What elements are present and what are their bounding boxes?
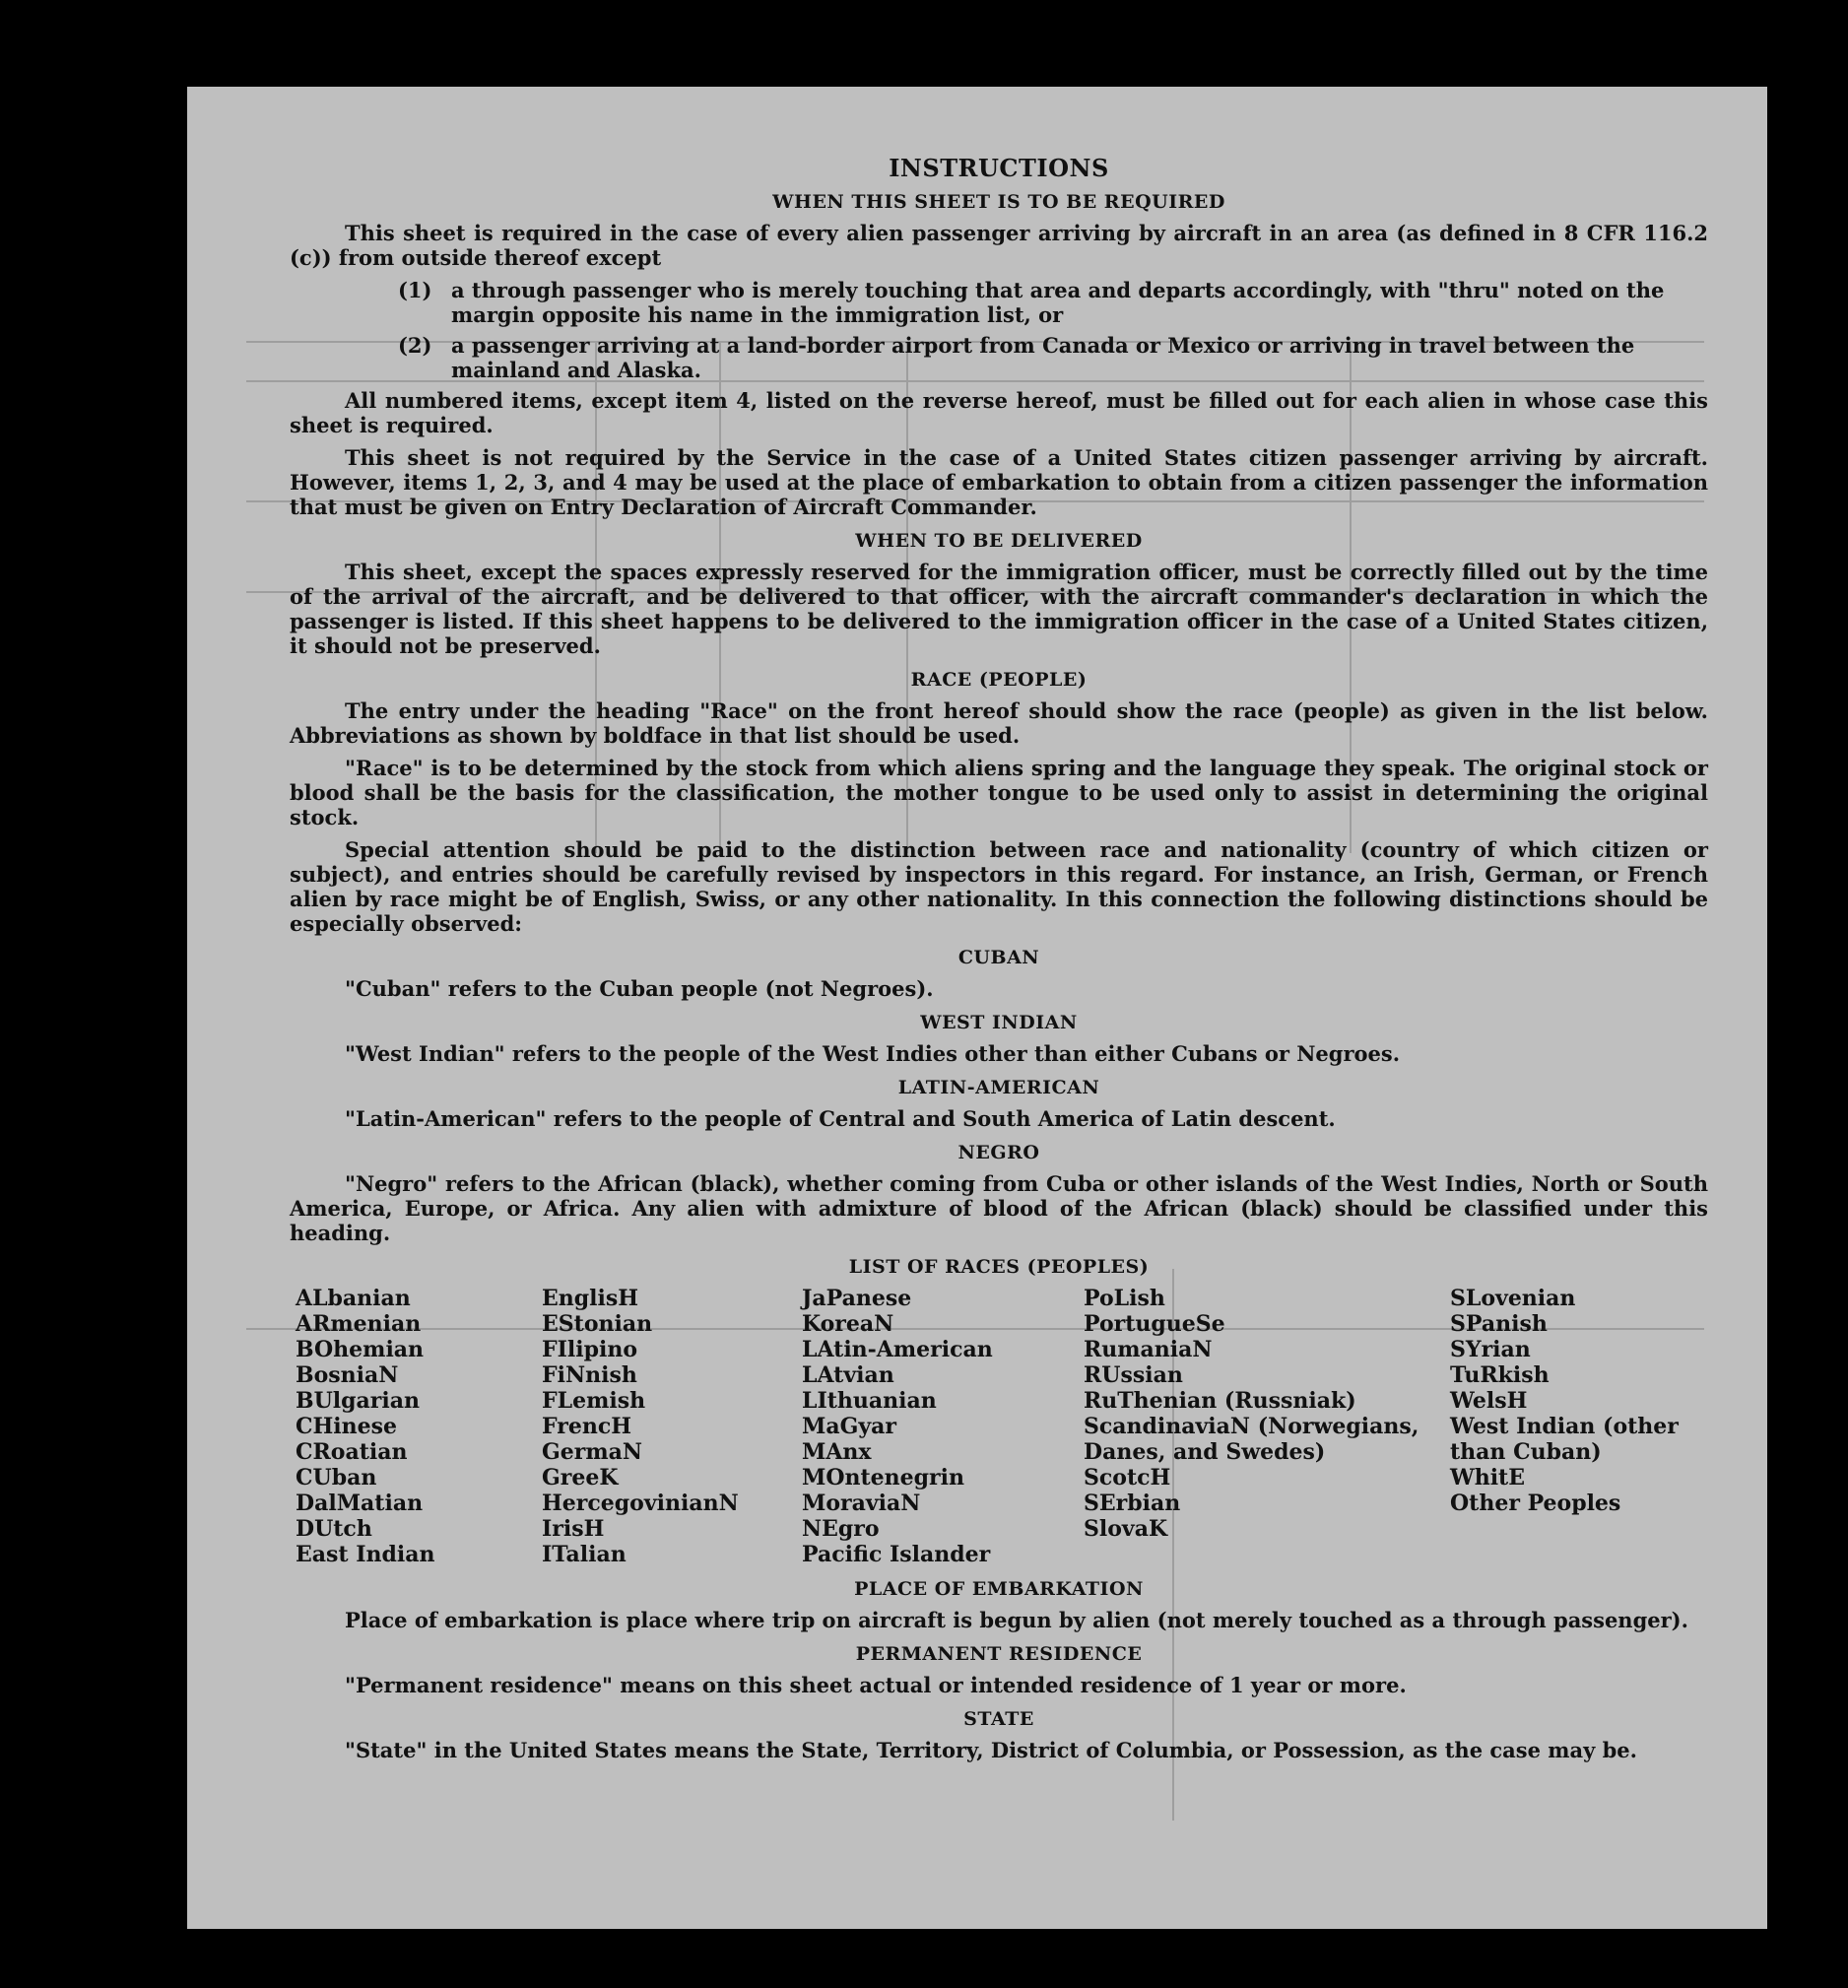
heading-state: STATE (963, 1708, 1034, 1730)
race-entry: BUlgarian (296, 1388, 420, 1414)
cuban-paragraph: "Cuban" refers to the Cuban people (not Negroes). (345, 976, 934, 1001)
races-column-2 (542, 1286, 802, 1567)
heading-when-delivered: WHEN TO BE DELIVERED (855, 530, 1143, 552)
place-of-embarkation-paragraph: Place of embarkation is place where trip on aircraft is begun by alien (not merely touched as a through passenger). (345, 1608, 1688, 1632)
when-delivered-paragraph: This sheet, except the spaces expressly reserved for the immigration officer, must be correctly filled out by the time of the arrival of the aircraft, and be delivered to that officer, with the aircraft commander's declaration in which the passenger is listed. If this sheet happens to be delivered to the immigration officer in the case of a United States citizen, it should not be preserved. (290, 560, 1708, 658)
race-entry: GermaN (542, 1439, 643, 1465)
page-title: INSTRUCTIONS (889, 154, 1109, 182)
race-entry: SPanish (1450, 1311, 1548, 1337)
race-entry: RuThenian (Russniak) (1084, 1388, 1356, 1414)
race-entry: CHinese (296, 1414, 398, 1439)
race-entry: ALbanian (296, 1286, 411, 1311)
heading-when-required: WHEN THIS SHEET IS TO BE REQUIRED (772, 191, 1225, 213)
race-entry: SYrian (1450, 1337, 1531, 1362)
race-entry: DalMatian (296, 1491, 424, 1516)
race-entry: MAnx (802, 1439, 872, 1465)
exception-item-1 (398, 278, 1708, 327)
race-entry: WhitE (1450, 1465, 1525, 1491)
race-entry: Other Peoples (1450, 1491, 1621, 1516)
race-entry: NEgro (802, 1516, 880, 1542)
race-entry: FLemish (542, 1388, 646, 1414)
race-entry: MaGyar (802, 1414, 897, 1439)
when-required-intro: This sheet is required in the case of every alien passenger arriving by aircraft in an area (as defined in 8 CFR 116.2 (c)) from outside thereof except (290, 221, 1708, 270)
latin-american-paragraph: "Latin-American" refers to the people of Central and South America of Latin descent. (345, 1106, 1336, 1131)
race-paragraph-1: The entry under the heading "Race" on the front hereof should show the race (people) as given in the list below. Abbreviations as shown by boldface in that list should be used. (290, 698, 1708, 748)
exception-item-text: a passenger arriving at a land-border airport from Canada or Mexico or arriving in travel between the mainland and Alaska. (451, 333, 1635, 382)
race-entry: SLovenian (1450, 1286, 1576, 1311)
race-entry: ARmenian (296, 1311, 422, 1337)
race-entry: ITalian (542, 1542, 627, 1567)
heading-list-of-races: LIST OF RACES (PEOPLES) (848, 1256, 1150, 1278)
race-entry: RumaniaN (1084, 1337, 1213, 1362)
race-entry: EStonian (542, 1311, 653, 1337)
race-entry: ScandinaviaN (Norwegians, Danes, and Swedes) (1084, 1414, 1419, 1465)
state-paragraph: "State" in the United States means the State, Territory, District of Columbia, or Possession, as the case may be. (345, 1738, 1637, 1762)
race-entry: CRoatian (296, 1439, 408, 1465)
heading-permanent-residence: PERMANENT RESIDENCE (855, 1643, 1143, 1665)
race-entry: LIthuanian (802, 1388, 937, 1414)
heading-latin-american: LATIN-AMERICAN (897, 1077, 1100, 1098)
negro-paragraph: "Negro" refers to the African (black), whether coming from Cuba or other islands of the West Indies, North or South America, Europe, or Africa. Any alien with admixture of blood of the African (black) should be classified under this heading. (290, 1171, 1708, 1245)
heading-west-indian: WEST INDIAN (920, 1012, 1078, 1033)
instructions-content (290, 156, 1708, 1770)
race-entry: CUban (296, 1465, 377, 1491)
race-entry: LAtin-American (802, 1337, 993, 1362)
race-entry: IrisH (542, 1516, 605, 1542)
heading-negro: NEGRO (957, 1142, 1040, 1163)
exception-item-number: (2) (398, 333, 432, 358)
race-paragraph-3: Special attention should be paid to the distinction between race and nationality (country of which citizen or subject), and entries should be carefully revised by inspectors in this regard. For instance, an Irish, German, or French alien by race might be of English, Swiss, or any other nationality. In this connection the following distinctions should be especially observed: (290, 837, 1708, 936)
race-entry: WelsH (1450, 1388, 1528, 1414)
race-entry: East Indian (296, 1542, 435, 1567)
race-entry: BosniaN (296, 1362, 399, 1388)
race-entry: BOhemian (296, 1337, 425, 1362)
heading-race: RACE (PEOPLE) (910, 669, 1088, 691)
heading-cuban: CUBAN (957, 947, 1040, 968)
races-column-1 (296, 1286, 542, 1567)
races-column-4 (1084, 1286, 1450, 1567)
west-indian-paragraph: "West Indian" refers to the people of the West Indies other than either Cubans or Negroes. (345, 1041, 1401, 1066)
heading-place-of-embarkation: PLACE OF EMBARKATION (854, 1578, 1144, 1600)
race-entry: MOntenegrin (802, 1465, 964, 1491)
exception-item-2 (398, 333, 1708, 382)
permanent-residence-paragraph: "Permanent residence" means on this sheet actual or intended residence of 1 year or more. (345, 1673, 1407, 1697)
race-entry: TuRkish (1450, 1362, 1550, 1388)
exception-item-number: (1) (398, 278, 432, 302)
race-entry: HercegovinianN (542, 1491, 739, 1516)
race-entry: FIlipino (542, 1337, 638, 1362)
race-entry: JaPanese (802, 1286, 912, 1311)
races-list (296, 1286, 1708, 1567)
race-entry: ScotcH (1084, 1465, 1171, 1491)
race-entry: West Indian (other than Cuban) (1450, 1414, 1679, 1465)
race-entry: KoreaN (802, 1311, 894, 1337)
race-entry: DUtch (296, 1516, 372, 1542)
race-entry: SErbian (1084, 1491, 1181, 1516)
citizen-paragraph: This sheet is not required by the Service in the case of a United States citizen passenger arriving by aircraft. However, items 1, 2, 3, and 4 may be used at the place of embarkation to obtain from a citizen passenger the information that must be given on Entry Declaration of Aircraft Commander. (290, 445, 1708, 519)
race-entry: SlovaK (1084, 1516, 1168, 1542)
race-paragraph-2: "Race" is to be determined by the stock from which aliens spring and the language they speak. The original stock or blood shall be the basis for the classification, the mother tongue to be used only to assist in determining the original stock. (290, 756, 1708, 829)
race-entry: LAtvian (802, 1362, 894, 1388)
race-entry: PoLish (1084, 1286, 1165, 1311)
form-page (187, 87, 1767, 1929)
race-entry: FrencH (542, 1414, 631, 1439)
races-column-3 (802, 1286, 1084, 1567)
exception-item-text: a through passenger who is merely touching that area and departs accordingly, with "thru" noted on the margin opposite his name in the immigration list, or (451, 278, 1665, 327)
race-entry: PortugueSe (1084, 1311, 1225, 1337)
numbered-items-paragraph: All numbered items, except item 4, listed on the reverse hereof, must be filled out for each alien in whose case this sheet is required. (290, 388, 1708, 437)
race-entry: Pacific Islander (802, 1542, 991, 1567)
race-entry: FiNnish (542, 1362, 637, 1388)
race-entry: EnglisH (542, 1286, 639, 1311)
races-column-5 (1450, 1286, 1706, 1567)
race-entry: MoraviaN (802, 1491, 921, 1516)
race-entry: GreeK (542, 1465, 619, 1491)
race-entry: RUssian (1084, 1362, 1183, 1388)
